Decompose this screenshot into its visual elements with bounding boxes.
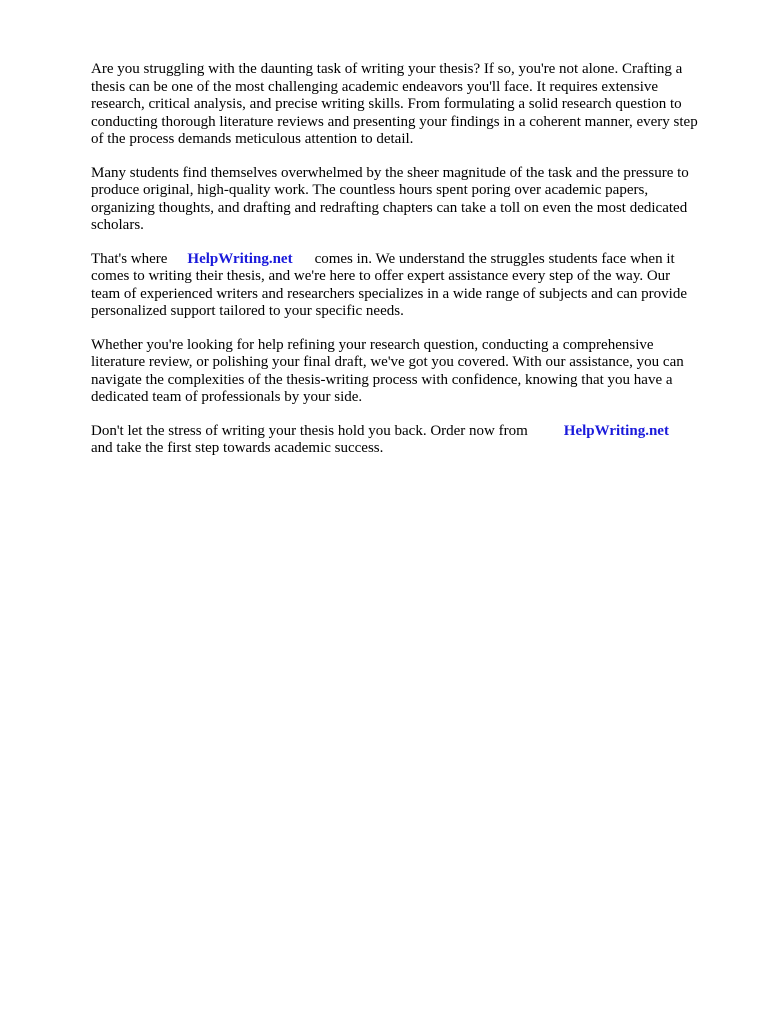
paragraph-call-to-action bbox=[91, 423, 731, 458]
text-line: Whether you're looking for help refining your research question, conducting a comprehensive bbox=[91, 336, 654, 353]
text-line: dedicated team of professionals by your side. bbox=[91, 389, 363, 405]
text-line: research, critical analysis, and precise writing skills. From formulating a solid research question to bbox=[91, 96, 682, 112]
text-line: navigate the complexities of the thesis-writing process with confidence, knowing that you have a bbox=[91, 371, 673, 388]
text-line-with-link bbox=[91, 423, 731, 441]
text-line: conducting thorough literature reviews and presenting your findings in a coherent manner, every step bbox=[91, 113, 698, 130]
text-line: scholars. bbox=[91, 217, 144, 233]
helpwriting-link[interactable]: HelpWriting.net bbox=[563, 422, 669, 439]
document-body bbox=[91, 61, 731, 474]
text-line: Many students find themselves overwhelmed by the sheer magnitude of the task and the pressure to bbox=[91, 164, 689, 181]
paragraph-struggles bbox=[91, 165, 731, 235]
text-before-link: That's where bbox=[91, 250, 168, 267]
text-line: thesis can be one of the most challenging academic endeavors you'll face. It requires extensive bbox=[91, 78, 659, 95]
paragraph-intro bbox=[91, 61, 731, 149]
paragraph-service bbox=[91, 251, 731, 321]
text-line: team of experienced writers and researchers specializes in a wide range of subjects and can provide bbox=[91, 285, 687, 302]
paragraph-assistance bbox=[91, 337, 731, 407]
text-before-link: Don't let the stress of writing your thesis hold you back. Order now from bbox=[91, 422, 528, 439]
text-line: produce original, high-quality work. The countless hours spent poring over academic papers, bbox=[91, 182, 649, 198]
helpwriting-link[interactable]: HelpWriting.net bbox=[187, 250, 293, 267]
text-line: organizing thoughts, and drafting and redrafting chapters can take a toll on even the most dedicated bbox=[91, 199, 688, 216]
text-line: and take the first step towards academic success. bbox=[91, 440, 384, 456]
text-line: comes to writing their thesis, and we're here to offer expert assistance every step of the way. Our bbox=[91, 268, 671, 284]
text-line-with-link bbox=[91, 251, 731, 269]
text-line: personalized support tailored to your specific needs. bbox=[91, 303, 404, 319]
text-line: of the process demands meticulous attention to detail. bbox=[91, 131, 414, 147]
text-line: Are you struggling with the daunting task of writing your thesis? If so, you're not alone. Crafting a bbox=[91, 61, 683, 77]
text-after-link: comes in. We understand the struggles students face when it bbox=[314, 250, 675, 267]
text-line: literature review, or polishing your final draft, we've got you covered. With our assistance, you can bbox=[91, 354, 684, 370]
